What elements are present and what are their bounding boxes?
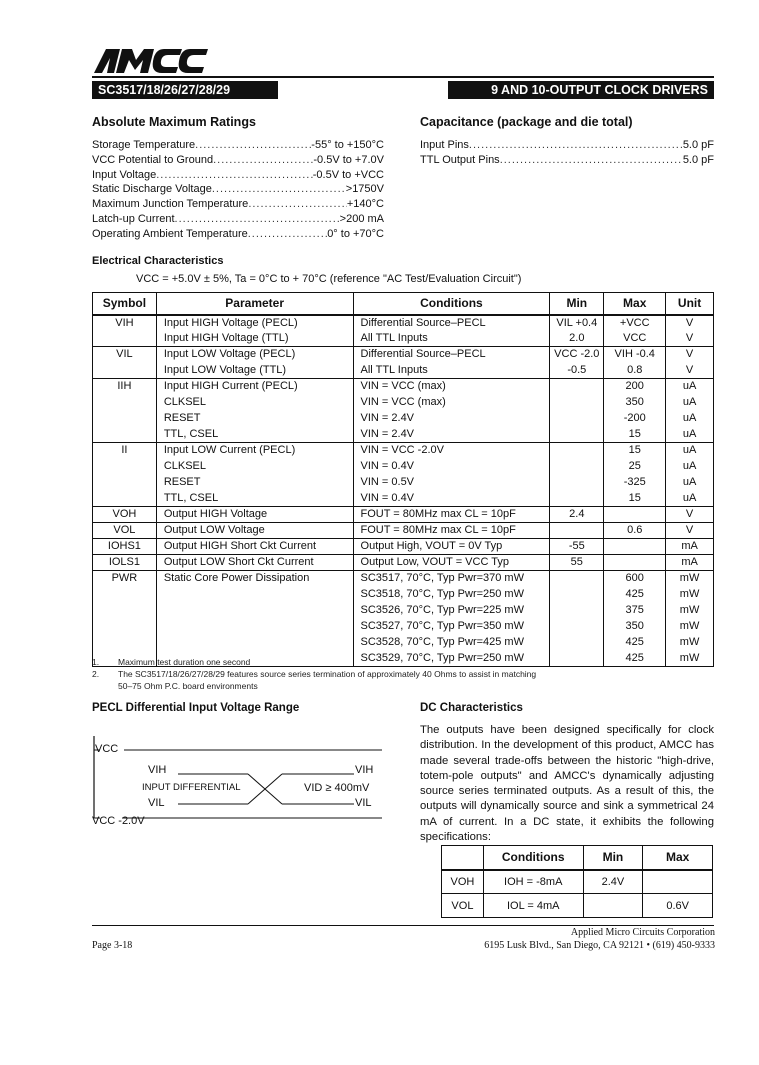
cell-min: VIL +0.4: [550, 315, 604, 331]
cell-min: [550, 411, 604, 427]
cell-parameter: Static Core Power Dissipation: [156, 571, 353, 587]
cell-max: 0.8: [604, 363, 666, 379]
cell-parameter: Input HIGH Voltage (TTL): [156, 331, 353, 347]
dc-symbol: VOH: [442, 870, 484, 894]
cell-unit: V: [666, 523, 714, 539]
spec-row: [92, 153, 384, 168]
cell-condition: Differential Source–PECL: [353, 347, 550, 363]
vil-left-label: VIL: [148, 797, 165, 809]
spec-row: [92, 197, 384, 212]
table-row: [93, 315, 714, 331]
electrical-title: Electrical Characteristics: [92, 255, 224, 267]
cell-symbol: [93, 395, 157, 411]
product-title-bar: 9 AND 10-OUTPUT CLOCK DRIVERS: [448, 81, 714, 99]
cell-parameter: Output LOW Short Ckt Current: [156, 555, 353, 571]
table-row: [93, 635, 714, 651]
spec-label: Maximum Junction Temperature: [92, 198, 249, 211]
spec-value: >1750V: [345, 183, 384, 196]
cell-max: 375: [604, 603, 666, 619]
cell-min: VCC -2.0: [550, 347, 604, 363]
cell-unit: uA: [666, 475, 714, 491]
dc-col-max: Max: [643, 846, 713, 870]
cell-unit: mW: [666, 635, 714, 651]
table-row: [93, 523, 714, 539]
part-number-bar: SC3517/18/26/27/28/29: [92, 81, 278, 99]
dc-max: 0.6V: [643, 894, 713, 918]
col-min: Min: [550, 293, 604, 315]
cell-min: [550, 475, 604, 491]
table-row: [93, 507, 714, 523]
cell-min: [550, 587, 604, 603]
cell-min: [550, 459, 604, 475]
table-row: [93, 443, 714, 459]
cell-max: 600: [604, 571, 666, 587]
col-symbol: Symbol: [93, 293, 157, 315]
vih-right-label: VIH: [355, 764, 374, 776]
cell-symbol: VIH: [93, 315, 157, 331]
dc-condition: IOL = 4mA: [483, 894, 583, 918]
cell-max: -325: [604, 475, 666, 491]
company-address: 6195 Lusk Blvd., San Diego, CA 92121 • (619) 450-9333: [484, 940, 715, 951]
dc-paragraph: The outputs have been designed specifically for clock distribution. In the development of this product, AMCC has made several trade-offs between the historic "high-drive, totem-pole outputs" and AMCC's dynamically adjusting source series terminated outputs. As a result of this, the outputs will dynamically source and sink a symmetrical 24 mA of current. In a DC state, it exhibits the following specifications:: [420, 724, 714, 844]
table-row: [93, 619, 714, 635]
cell-max: 0.6: [604, 523, 666, 539]
spec-value: -0.5V to +VCC: [312, 168, 384, 181]
cell-symbol: [93, 587, 157, 603]
cell-symbol: IIH: [93, 379, 157, 395]
dot-leader: [500, 153, 683, 168]
cell-unit: uA: [666, 443, 714, 459]
dc-col-min: Min: [583, 846, 643, 870]
cell-max: [604, 555, 666, 571]
cell-parameter: Output LOW Voltage: [156, 523, 353, 539]
spec-value: 5.0 pF: [682, 153, 714, 166]
cell-parameter: Input LOW Voltage (TTL): [156, 363, 353, 379]
spec-label: Latch-up Current: [92, 212, 175, 225]
cell-condition: Output Low, VOUT = VCC Typ: [353, 555, 550, 571]
cell-unit: V: [666, 363, 714, 379]
cell-parameter: CLKSEL: [156, 459, 353, 475]
table-row: [93, 475, 714, 491]
cell-min: [550, 395, 604, 411]
dc-min: [583, 894, 643, 918]
dot-leader: [156, 168, 313, 183]
spec-label: Input Pins: [420, 139, 469, 151]
spec-row: [92, 212, 384, 227]
table-row: [442, 894, 713, 918]
absolute-max-list: [92, 138, 384, 242]
dc-max: [643, 870, 713, 894]
col-max: Max: [604, 293, 666, 315]
dc-col-conditions: Conditions: [483, 846, 583, 870]
dot-leader: [213, 153, 313, 168]
cell-symbol: [93, 603, 157, 619]
cell-parameter: RESET: [156, 411, 353, 427]
cell-parameter: Input LOW Current (PECL): [156, 443, 353, 459]
cell-symbol: VIL: [93, 347, 157, 363]
vil-right-label: VIL: [355, 797, 372, 809]
dot-leader: [175, 212, 340, 227]
cell-symbol: [93, 363, 157, 379]
input-differential-label: INPUT DIFFERENTIAL: [142, 782, 241, 793]
table-row: [93, 411, 714, 427]
cell-parameter: [156, 635, 353, 651]
dot-leader: [195, 138, 311, 153]
cell-symbol: VOH: [93, 507, 157, 523]
cell-unit: uA: [666, 491, 714, 507]
spec-label: Static Discharge Voltage: [92, 183, 212, 196]
cell-condition: SC3528, 70°C, Typ Pwr=425 mW: [353, 635, 550, 651]
spec-label: TTL Output Pins: [420, 153, 500, 166]
cell-symbol: [93, 411, 157, 427]
spec-label: VCC Potential to Ground: [92, 153, 214, 166]
cell-symbol: IOLS1: [93, 555, 157, 571]
cell-parameter: [156, 619, 353, 635]
cell-parameter: Input HIGH Voltage (PECL): [156, 315, 353, 331]
dot-leader: [248, 197, 347, 212]
table-row: [93, 331, 714, 347]
vcc-minus-label: VCC -2.0V: [92, 815, 145, 827]
cell-unit: mW: [666, 619, 714, 635]
cell-condition: SC3529, 70°C, Typ Pwr=250 mW: [353, 651, 550, 667]
spec-row: [92, 182, 384, 197]
cell-condition: SC3526, 70°C, Typ Pwr=225 mW: [353, 603, 550, 619]
company-info: [484, 926, 715, 952]
col-unit: Unit: [666, 293, 714, 315]
table-row: [93, 571, 714, 587]
cell-max: [604, 507, 666, 523]
cell-min: [550, 635, 604, 651]
table-row: [442, 870, 713, 894]
table-row: [93, 363, 714, 379]
cell-min: [550, 619, 604, 635]
cell-parameter: Input HIGH Current (PECL): [156, 379, 353, 395]
company-name: Applied Micro Circuits Corporation: [570, 927, 715, 938]
cell-max: 15: [604, 443, 666, 459]
cell-min: [550, 523, 604, 539]
cell-parameter: Output HIGH Voltage: [156, 507, 353, 523]
cell-unit: uA: [666, 427, 714, 443]
cell-parameter: CLKSEL: [156, 395, 353, 411]
cell-max: VIH -0.4: [604, 347, 666, 363]
cell-max: 25: [604, 459, 666, 475]
footnote: 50–75 Ohm P.C. board environments: [118, 681, 258, 691]
table-row: [93, 587, 714, 603]
electrical-table: [92, 292, 714, 667]
cell-condition: SC3527, 70°C, Typ Pwr=350 mW: [353, 619, 550, 635]
cell-symbol: [93, 475, 157, 491]
cell-symbol: [93, 491, 157, 507]
cell-parameter: [156, 603, 353, 619]
cell-condition: VIN = 0.5V: [353, 475, 550, 491]
electrical-conditions: VCC = +5.0V ± 5%, Ta = 0°C to + 70°C (reference "AC Test/Evaluation Circuit"): [136, 273, 522, 285]
cell-unit: uA: [666, 379, 714, 395]
cell-condition: VIN = 2.4V: [353, 427, 550, 443]
cell-min: 55: [550, 555, 604, 571]
table-row: [93, 539, 714, 555]
cell-symbol: VOL: [93, 523, 157, 539]
spec-row: [92, 168, 384, 183]
cell-max: VCC: [604, 331, 666, 347]
cell-min: [550, 571, 604, 587]
cell-unit: mW: [666, 651, 714, 667]
cell-min: -0.5: [550, 363, 604, 379]
table-row: [93, 491, 714, 507]
dc-min: 2.4V: [583, 870, 643, 894]
cell-condition: All TTL Inputs: [353, 331, 550, 347]
cell-condition: VIN = 0.4V: [353, 491, 550, 507]
cell-unit: mW: [666, 587, 714, 603]
cell-max: [604, 539, 666, 555]
table-row: [93, 555, 714, 571]
pecl-diagram: [92, 718, 384, 836]
cell-min: [550, 603, 604, 619]
dc-condition: IOH = -8mA: [483, 870, 583, 894]
cell-condition: Output High, VOUT = 0V Typ: [353, 539, 550, 555]
cell-min: 2.0: [550, 331, 604, 347]
cell-min: -55: [550, 539, 604, 555]
cell-unit: V: [666, 347, 714, 363]
cell-condition: FOUT = 80MHz max CL = 10pF: [353, 507, 550, 523]
cell-max: 425: [604, 587, 666, 603]
absolute-max-title: Absolute Maximum Ratings: [92, 115, 256, 129]
cell-unit: mA: [666, 555, 714, 571]
spec-row: [92, 138, 384, 153]
cell-condition: FOUT = 80MHz max CL = 10pF: [353, 523, 550, 539]
spec-label: Input Voltage: [92, 168, 157, 181]
pecl-title: PECL Differential Input Voltage Range: [92, 702, 300, 714]
spec-value: 5.0 pF: [682, 139, 714, 151]
cell-unit: mW: [666, 603, 714, 619]
cell-max: 350: [604, 395, 666, 411]
cell-min: [550, 651, 604, 667]
cell-max: 425: [604, 635, 666, 651]
spec-row: [420, 153, 714, 168]
cell-max: 425: [604, 651, 666, 667]
cell-unit: mA: [666, 539, 714, 555]
col-conditions: Conditions: [353, 293, 550, 315]
cell-condition: VIN = 0.4V: [353, 459, 550, 475]
cell-unit: mW: [666, 571, 714, 587]
dot-leader: [469, 138, 683, 153]
spec-value: -0.5V to +7.0V: [313, 153, 384, 166]
spec-label: Operating Ambient Temperature: [92, 227, 248, 240]
cell-max: 350: [604, 619, 666, 635]
cell-max: 15: [604, 427, 666, 443]
cell-condition: VIN = VCC (max): [353, 395, 550, 411]
cell-max: 200: [604, 379, 666, 395]
cell-symbol: [93, 619, 157, 635]
dot-leader: [248, 227, 327, 242]
cell-min: [550, 379, 604, 395]
col-parameter: Parameter: [156, 293, 353, 315]
cell-condition: All TTL Inputs: [353, 363, 550, 379]
dc-title: DC Characteristics: [420, 702, 523, 714]
vid-label: VID ≥ 400mV: [304, 782, 370, 794]
vih-left-label: VIH: [148, 764, 167, 776]
cell-unit: uA: [666, 411, 714, 427]
dot-leader: [212, 182, 346, 197]
cell-parameter: Output HIGH Short Ckt Current: [156, 539, 353, 555]
spec-value: >200 mA: [339, 212, 384, 225]
cell-condition: VIN = VCC -2.0V: [353, 443, 550, 459]
spec-value: -55° to +150°C: [311, 139, 384, 151]
cell-max: 15: [604, 491, 666, 507]
cell-parameter: RESET: [156, 475, 353, 491]
cell-parameter: TTL, CSEL: [156, 427, 353, 443]
cell-min: [550, 491, 604, 507]
cell-condition: SC3518, 70°C, Typ Pwr=250 mW: [353, 587, 550, 603]
cell-condition: Differential Source–PECL: [353, 315, 550, 331]
footnote: 1. Maximum test duration one second: [92, 657, 251, 667]
amcc-logo: [92, 46, 210, 74]
cell-symbol: II: [93, 443, 157, 459]
cell-max: -200: [604, 411, 666, 427]
capacitance-title: Capacitance (package and die total): [420, 115, 633, 129]
header-rule: [92, 76, 714, 78]
vcc-label: VCC: [95, 743, 119, 755]
cell-min: [550, 443, 604, 459]
table-row: [93, 379, 714, 395]
page-number: Page 3-18: [92, 940, 133, 951]
cell-symbol: [93, 331, 157, 347]
cell-unit: V: [666, 331, 714, 347]
cell-condition: VIN = VCC (max): [353, 379, 550, 395]
cell-symbol: [93, 427, 157, 443]
table-row: [93, 427, 714, 443]
cell-max: +VCC: [604, 315, 666, 331]
dc-symbol: VOL: [442, 894, 484, 918]
spec-value: 0° to +70°C: [327, 227, 384, 240]
cell-symbol: [93, 459, 157, 475]
cell-condition: VIN = 2.4V: [353, 411, 550, 427]
spec-row: [420, 138, 714, 153]
cell-symbol: IOHS1: [93, 539, 157, 555]
dc-table: [441, 845, 713, 918]
dc-col-symbol: [442, 846, 484, 870]
table-row: [93, 459, 714, 475]
cell-unit: V: [666, 507, 714, 523]
table-row: [93, 395, 714, 411]
cell-min: [550, 427, 604, 443]
table-row: [93, 347, 714, 363]
cell-parameter: [156, 587, 353, 603]
spec-label: Storage Temperature: [92, 139, 196, 151]
cell-parameter: TTL, CSEL: [156, 491, 353, 507]
capacitance-list: [420, 138, 714, 168]
cell-parameter: Input LOW Voltage (PECL): [156, 347, 353, 363]
table-row: [93, 603, 714, 619]
footnotes: [92, 656, 536, 692]
cell-unit: uA: [666, 459, 714, 475]
cell-unit: uA: [666, 395, 714, 411]
cell-min: 2.4: [550, 507, 604, 523]
cell-symbol: PWR: [93, 571, 157, 587]
amcc-logo-mark: [92, 46, 210, 74]
spec-value: +140°C: [346, 198, 384, 211]
spec-row: [92, 227, 384, 242]
cell-condition: SC3517, 70°C, Typ Pwr=370 mW: [353, 571, 550, 587]
cell-unit: V: [666, 315, 714, 331]
cell-symbol: [93, 635, 157, 651]
footnote: 2. The SC3517/18/26/27/28/29 features source series termination of approximately 40 Ohms to assist in matching: [92, 669, 537, 679]
